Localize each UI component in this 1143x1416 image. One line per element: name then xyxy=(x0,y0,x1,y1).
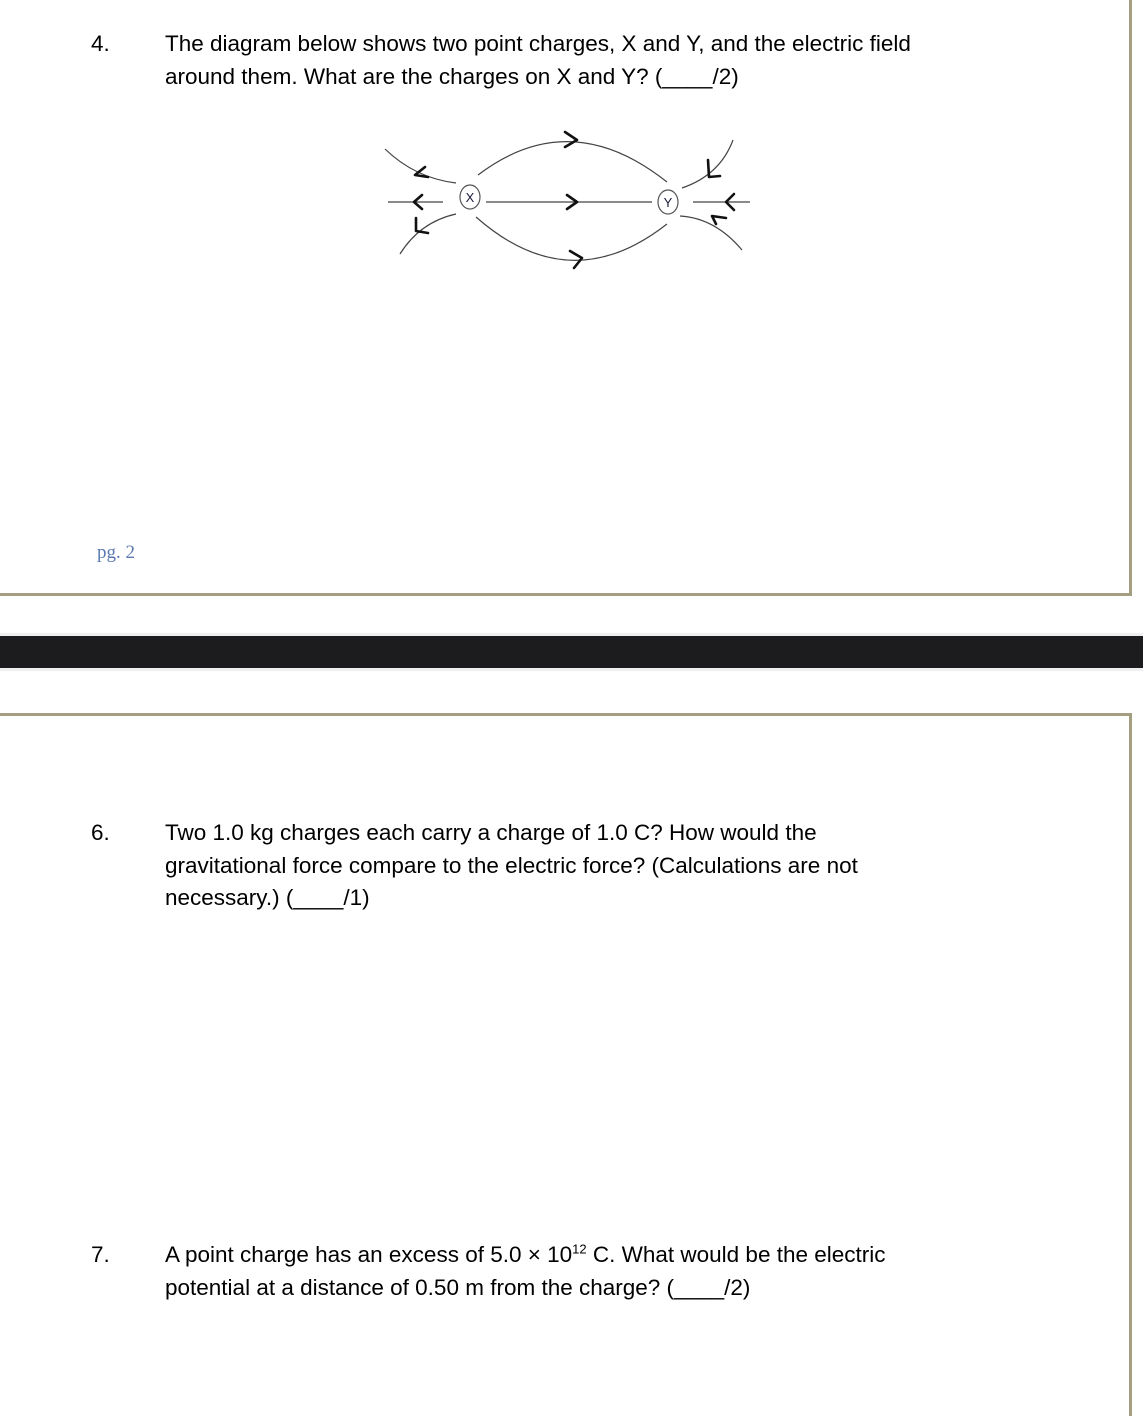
question-7-number: 7. xyxy=(91,1242,110,1267)
separator-edge-bottom xyxy=(0,668,1143,671)
field-line-top xyxy=(478,142,667,182)
arrow-right-bottom-icon xyxy=(570,251,582,268)
question-4-text xyxy=(165,28,995,93)
field-line-bottom xyxy=(476,217,667,260)
question-7-line-2: potential at a distance of 0.50 m from the charge? (____/2) xyxy=(165,1274,751,1300)
question-7-text xyxy=(165,1239,995,1304)
page-number-label: pg. 2 xyxy=(97,542,135,563)
arrow-in-bottom-icon xyxy=(712,216,726,224)
question-6-line-2: gravitational force compare to the electric force? (Calculations are not xyxy=(165,852,858,878)
question-7-exponent: 12 xyxy=(572,1241,587,1257)
charge-y-label: Y xyxy=(663,195,673,210)
page-separator-band xyxy=(0,636,1143,668)
question-4-line-1: The diagram below shows two point charges, X and Y, and the electric field xyxy=(165,31,911,56)
question-7-line-1-end: C. What would be the electric xyxy=(586,1242,886,1267)
field-line-right-bottom xyxy=(680,216,742,250)
question-6-text xyxy=(165,817,995,915)
question-4-number: 4. xyxy=(91,31,110,56)
electric-field-diagram xyxy=(370,120,770,280)
question-6-line-1: Two 1.0 kg charges each carry a charge of 1.0 C? How would the xyxy=(165,820,817,845)
question-7-line-1-start: A point charge has an excess of 5.0 × 10 xyxy=(165,1242,573,1267)
arrow-right-top-icon xyxy=(565,132,577,147)
question-4-line-2: around them. What are the charges on X and Y? (____/2) xyxy=(165,63,739,89)
arrow-left-top-icon xyxy=(415,167,428,177)
question-6-number: 6. xyxy=(91,820,110,845)
charge-x-label: X xyxy=(465,190,475,205)
question-7-line-1 xyxy=(165,1239,995,1272)
field-line-left-top xyxy=(385,149,456,183)
question-6-line-3: necessary.) (____/1) xyxy=(165,885,370,910)
arrow-left-bottom-icon xyxy=(416,218,428,233)
